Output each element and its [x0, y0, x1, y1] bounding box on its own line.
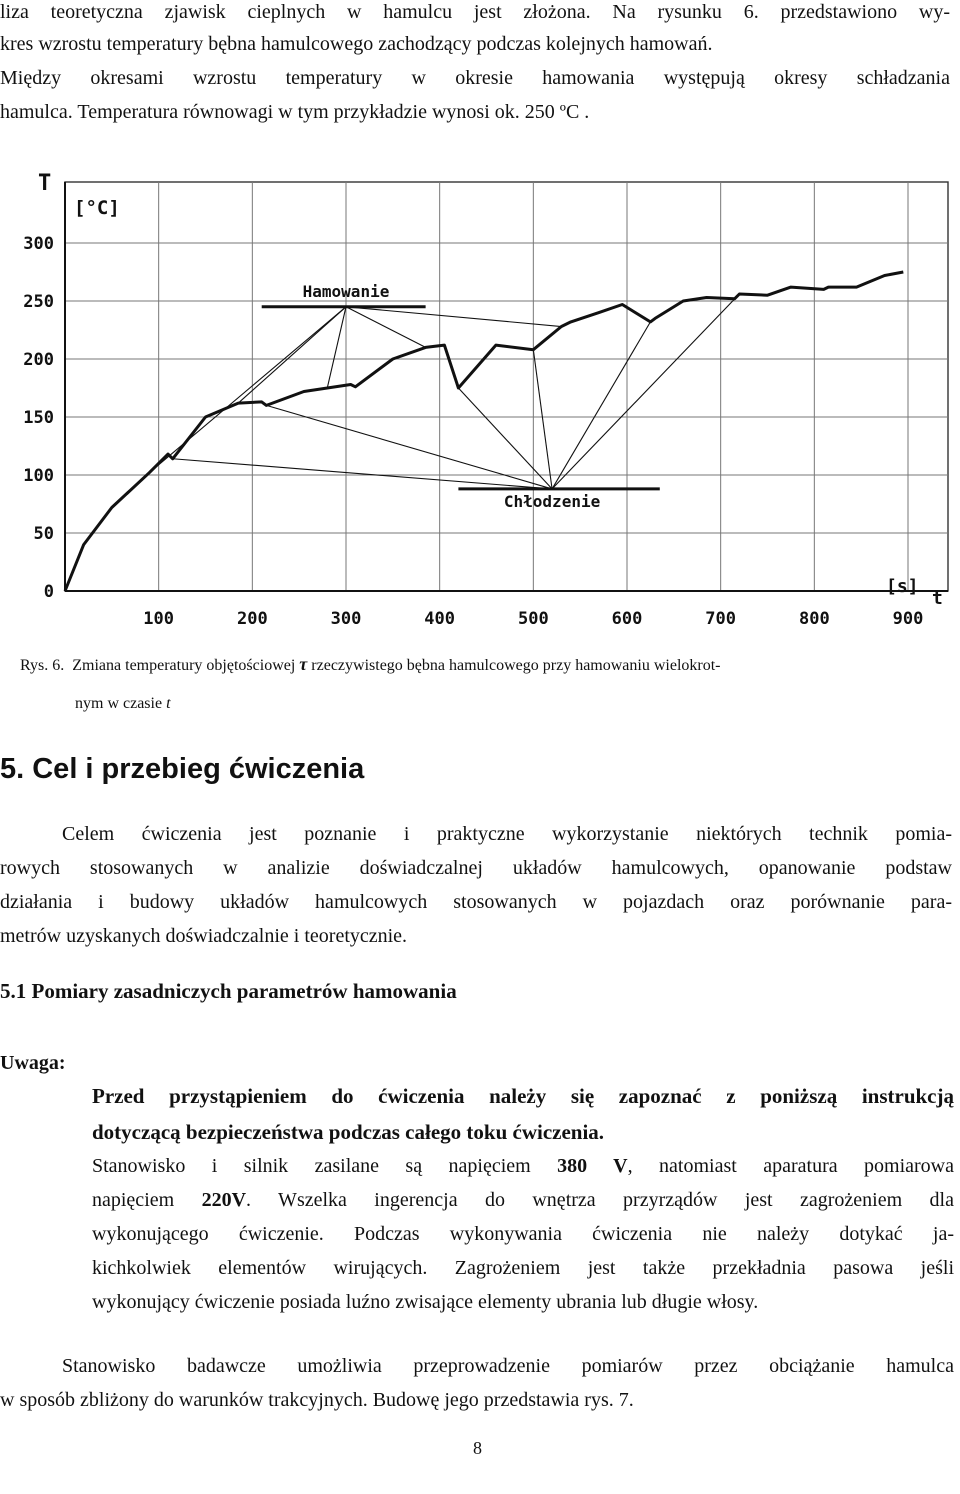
warning-bold-line: dotyczącą bezpieczeństwa podczas całego toku ćwiczenia. — [92, 1120, 605, 1144]
x-axis-unit: [s] — [886, 576, 919, 597]
caption-label: Rys. 6. — [20, 657, 65, 674]
x-tick-label: 100 — [143, 609, 175, 629]
y-tick-label: 300 — [23, 234, 54, 254]
warning-label: Uwaga: — [0, 1052, 66, 1074]
warning-text: . Wszelka ingerencja do wnętrza przyrządów jest zagrożeniem dla — [246, 1189, 954, 1211]
y-tick-label: 250 — [23, 292, 54, 312]
y-tick-label: 0 — [43, 582, 54, 602]
x-tick-label: 500 — [517, 609, 549, 629]
intro-line: kres wzrostu temperatury bębna hamulcowego zachodzący podczas kolejnych hamowań. — [0, 33, 713, 55]
chart-annotations — [149, 282, 739, 511]
cooling-pointer — [173, 459, 552, 489]
cooling-pointer — [458, 388, 552, 489]
x-tick-label: 300 — [330, 609, 362, 629]
warning-bold-line: Przed przystąpieniem do ćwiczenia należy się zapoznać z poniższą instrukcją — [92, 1084, 954, 1108]
cooling-label: Chłodzenie — [503, 491, 601, 511]
intro-line: liza teoretyczna zjawisk cieplnych w hamulcu jest złożona. Na rysunku 6. przedstawiono wy- — [0, 1, 950, 23]
caption-text: Zmiana temperatury objętościowej — [72, 657, 296, 674]
x-tick-label: 200 — [236, 609, 268, 629]
warning-text: napięciem — [92, 1189, 202, 1211]
cooling-pointer — [266, 405, 552, 489]
cooling-pointer — [533, 350, 552, 489]
braking-label: Hamowanie — [302, 281, 390, 301]
section-para-line: metrów uzyskanych doświadczalnie i teoretycznie. — [0, 925, 408, 947]
temperature-chart — [23, 168, 943, 638]
intro-line: hamulca. Temperatura równowagi w tym przykładzie wynosi ok. 250 ºC . — [0, 101, 590, 123]
warning-text: , natomiast aparatura pomiarowa — [627, 1155, 955, 1177]
figure-caption — [20, 654, 720, 676]
y-tick-label: 100 — [23, 466, 54, 486]
final-para-line: w sposób zbliżony do warunków trakcyjnych. Budowę jego przedstawia rys. 7. — [0, 1389, 634, 1411]
intro-line: Między okresami wzrostu temperatury w okresie hamowania występują okresy schładzania — [0, 67, 950, 89]
section-para-line: rowych stosowanych w analizie doświadczalnej układów hamulcowych, opanowanie podstaw — [0, 857, 952, 879]
x-tick-label: 700 — [705, 609, 737, 629]
chart-grid — [65, 182, 948, 591]
y-axis-unit: [°C] — [74, 197, 120, 219]
caption-text-2: rzeczywistego bębna hamulcowego przy hamowaniu wielokrot- — [311, 657, 721, 674]
final-para-line: Stanowisko badawcze umożliwia przeprowadzenie pomiarów przez obciążanie hamulca — [62, 1355, 954, 1377]
x-axis-symbol: t — [932, 588, 943, 609]
section-heading: 5. Cel i przebieg ćwiczenia — [0, 753, 365, 785]
section-para-line: Celem ćwiczenia jest poznanie i praktyczne wykorzystanie niektórych technik pomia- — [62, 823, 952, 845]
page-number: 8 — [473, 1438, 482, 1458]
warning-line: kichkolwiek elementów wirujących. Zagrożeniem jest także przekładnia pasowa jeśli — [92, 1257, 954, 1279]
voltage-220: 220V — [201, 1189, 247, 1211]
time-var: t — [166, 695, 171, 712]
caption-line2-text: nym w czasie — [75, 695, 163, 712]
cooling-pointer — [552, 294, 739, 489]
tau-symbol: τ — [299, 654, 308, 674]
braking-pointer — [327, 307, 346, 388]
y-axis-symbol: T — [38, 171, 52, 196]
y-tick-label: 200 — [23, 350, 54, 370]
x-tick-label: 900 — [892, 609, 924, 629]
y-tick-label: 50 — [33, 524, 54, 544]
voltage-380: 380 V — [557, 1155, 628, 1177]
warning-line: wykonujący ćwiczenie posiada luźno zwisające elementy ubrania lub długie włosy. — [92, 1291, 759, 1313]
caption-line-2 — [75, 694, 171, 714]
cooling-pointer — [552, 322, 650, 489]
x-tick-label: 600 — [611, 609, 643, 629]
warning-line — [92, 1154, 954, 1178]
y-tick-label: 150 — [23, 408, 54, 428]
section-para-line: działania i budowy układów hamulcowych stosowanych w pojazdach oraz porównanie para- — [0, 891, 952, 913]
warning-line: wykonującego ćwiczenie. Podczas wykonywania ćwiczenia nie należy dotykać ja- — [92, 1223, 954, 1245]
x-tick-label: 400 — [424, 609, 456, 629]
warning-line — [92, 1188, 954, 1212]
warning-text: Stanowisko i silnik zasilane są napięciem — [92, 1155, 558, 1177]
x-tick-label: 800 — [798, 609, 830, 629]
subsection-heading: 5.1 Pomiary zasadniczych parametrów hamowania — [0, 979, 457, 1003]
